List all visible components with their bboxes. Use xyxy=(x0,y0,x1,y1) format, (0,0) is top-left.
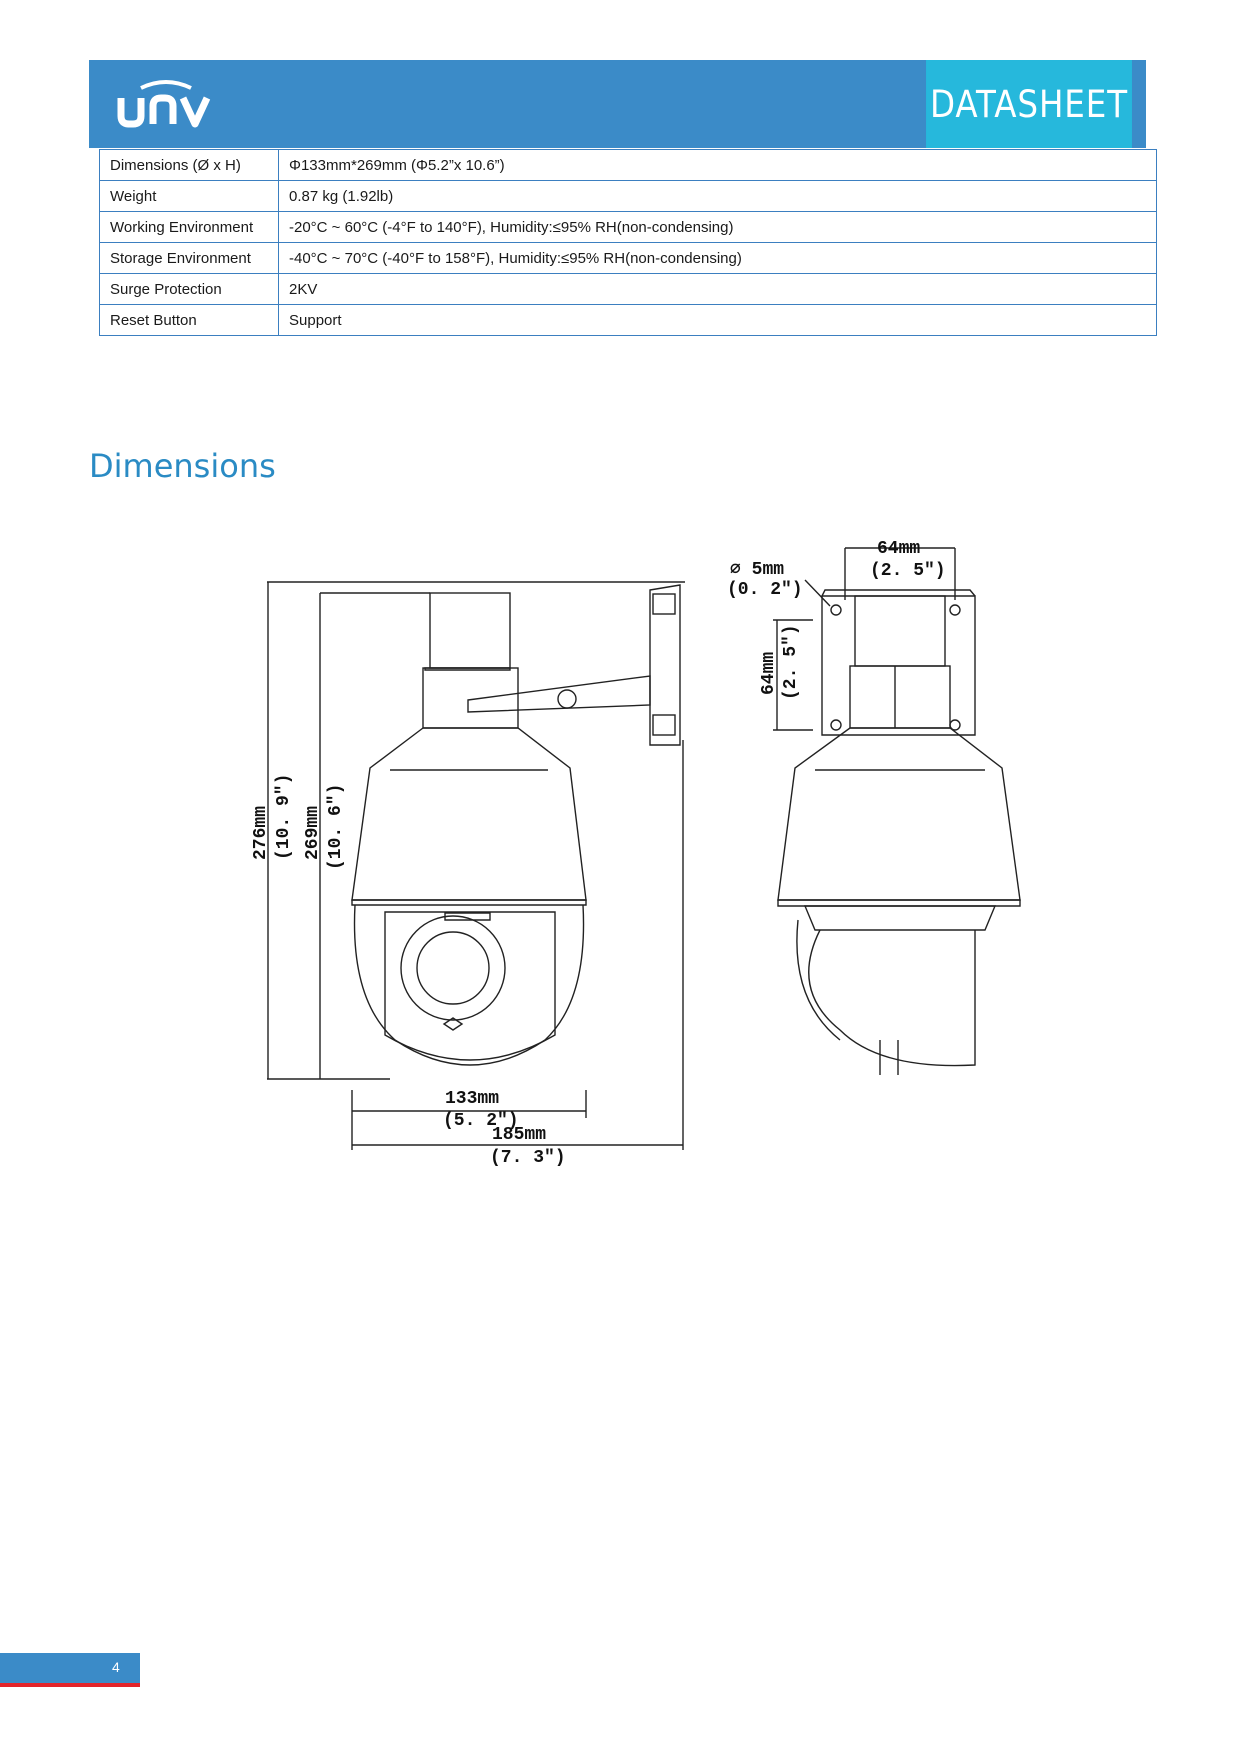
datasheet-tag: DATASHEET xyxy=(926,60,1132,148)
spec-value: -40°C ~ 70°C (-40°F to 158°F), Humidity:≤95% RH(non-condensing) xyxy=(279,243,1157,274)
plate-width-inch-label: (2. 5") xyxy=(870,561,946,581)
page-footer xyxy=(0,1653,140,1687)
plate-height-label: 64mm xyxy=(759,651,779,695)
diameter-inch-label: (5. 2") xyxy=(443,1111,519,1131)
spec-value: Φ133mm*269mm (Φ5.2”x 10.6”) xyxy=(279,150,1157,181)
height-269-label: 269mm xyxy=(303,805,323,860)
page-number: 4 xyxy=(112,1659,120,1675)
spec-label: Reset Button xyxy=(100,305,279,336)
depth-inch-label: (7. 3") xyxy=(490,1148,566,1168)
height-269-inch-label: (10. 6") xyxy=(326,783,346,870)
hole-diameter-inch-label: (0. 2") xyxy=(727,580,803,600)
depth-label: 185mm xyxy=(492,1125,547,1145)
spec-label: Weight xyxy=(100,181,279,212)
plate-height-inch-label: (2. 5") xyxy=(781,624,801,700)
spec-label: Storage Environment xyxy=(100,243,279,274)
diameter-label: 133mm xyxy=(445,1089,500,1109)
spec-value: 2KV xyxy=(279,274,1157,305)
spec-label: Dimensions (Ø x H) xyxy=(100,150,279,181)
spec-value: 0.87 kg (1.92lb) xyxy=(279,181,1157,212)
hole-diameter-label: ∅ 5mm xyxy=(730,560,785,580)
spec-label: Working Environment xyxy=(100,212,279,243)
plate-width-label: 64mm xyxy=(877,539,921,559)
spec-label: Surge Protection xyxy=(100,274,279,305)
section-title: Dimensions xyxy=(89,447,276,485)
spec-value: -20°C ~ 60°C (-4°F to 140°F), Humidity:≤95% RH(non-condensing) xyxy=(279,212,1157,243)
height-276-inch-label: (10. 9") xyxy=(274,773,294,860)
spec-value: Support xyxy=(279,305,1157,336)
height-276-label: 276mm xyxy=(251,805,271,860)
